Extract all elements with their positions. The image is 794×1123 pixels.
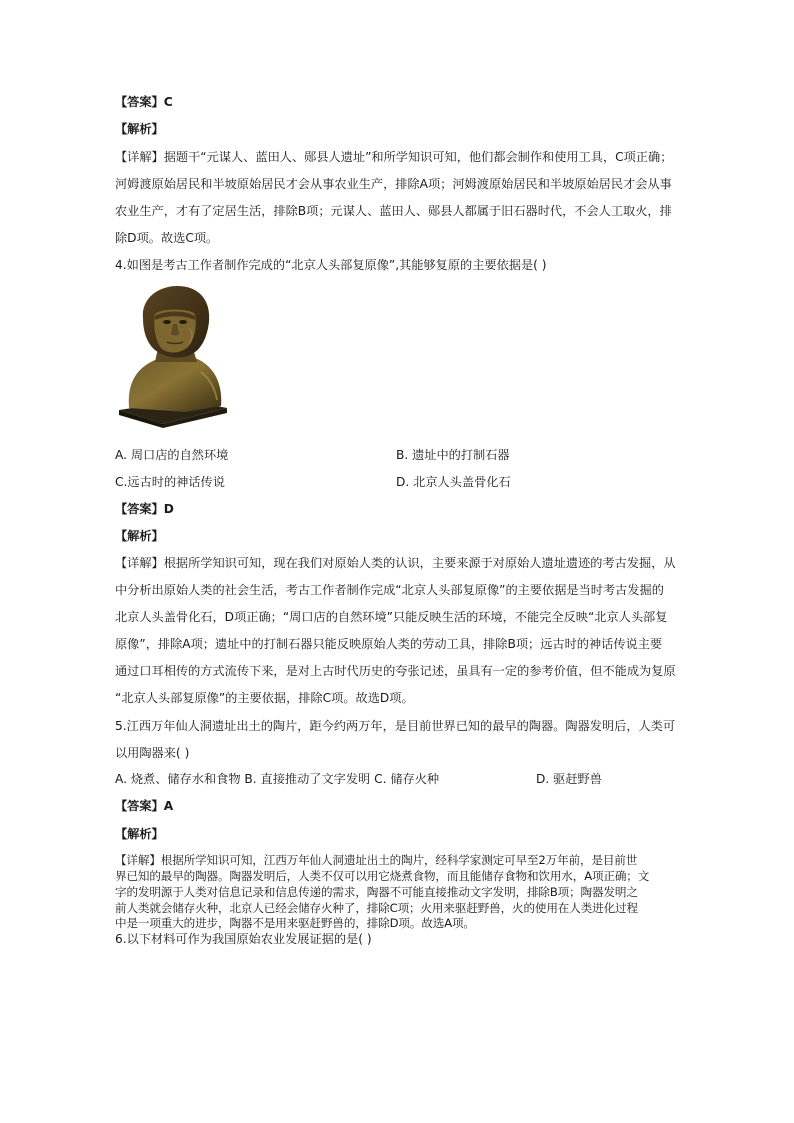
q5-option-d: D. 驱赶野兽 — [536, 772, 602, 786]
q4-option-b: B. 遗址中的打制石器 — [396, 448, 510, 462]
peking-man-bust-image — [115, 282, 233, 428]
q5-detail-line: 【详解】根据所学知识可知，江西万年仙人洞遗址出土的陶片，经科学家测定可早至2万年前，是目前世 — [115, 853, 638, 867]
q5-detail-line: 界已知的最早的陶器。陶器发明后，人类不仅可以用它烧煮食物，而且能储存食物和饮用水，A项正确；文 — [115, 869, 650, 883]
q4-analysis-heading: 【解析】 — [115, 529, 164, 543]
q4-detail-line: 北京人头盖骨化石，D项正确；“周口店的自然环境”只能反映生活的环境，不能完全反映“北京人头部复 — [115, 610, 668, 624]
q4-detail-line: “北京人头部复原像”的主要依据，排除C项。故选D项。 — [115, 691, 414, 705]
q4-detail-line: 通过口耳相传的方式流传下来，是对上古时代历史的夸张记述，虽具有一定的参考价值，但不能成为复原 — [115, 664, 676, 678]
q4-answer: 【答案】D — [115, 502, 174, 516]
q5-stem-line: 5.江西万年仙人洞遗址出土的陶片，距今约两万年，是目前世界已知的最早的陶器。陶器发明后，人类可 — [115, 719, 676, 733]
q4-option-c: C.远古时的神话传说 — [115, 475, 225, 489]
q4-detail-line: 【详解】根据所学知识可知，现在我们对原始人类的认识，主要来源于对原始人遗址遗迹的考古发掘，从 — [115, 556, 676, 570]
q3-analysis-heading: 【解析】 — [115, 122, 164, 136]
q3-answer: 【答案】C — [115, 95, 173, 109]
q5-detail-line: 前人类就会储存火种，北京人已经会储存火种了，排除C项；火用来驱赶野兽，火的使用在人类进化过程 — [115, 901, 638, 915]
q3-detail-line: 【详解】据题干“元谋人、蓝田人、郧县人遗址”和所学知识可知，他们都会制作和使用工具，C项正确； — [115, 150, 673, 164]
q4-option-d: D. 北京人头盖骨化石 — [396, 475, 511, 489]
q5-options-abc: A. 烧煮、储存水和食物 B. 直接推动了文字发明 C. 储存火种 — [115, 772, 440, 786]
q3-detail-line: 农业生产，才有了定居生活，排除B项；元谋人、蓝田人、郧县人都属于旧石器时代，不会人工取火，排 — [115, 204, 672, 218]
q5-analysis-heading: 【解析】 — [115, 827, 164, 841]
q3-detail-line: 除D项。故选C项。 — [115, 231, 219, 245]
q3-detail-line: 河姆渡原始居民和半坡原始居民才会从事农业生产，排除A项；河姆渡原始居民和半坡原始居民才会从事 — [115, 177, 672, 191]
q4-option-a: A. 周口店的自然环境 — [115, 448, 229, 462]
q4-stem: 4.如图是考古工作者制作完成的“北京人头部复原像”,其能够复原的主要依据是( ) — [115, 258, 547, 272]
q4-detail-line: 中分析出原始人类的社会生活，考古工作者制作完成“北京人头部复原像”的主要依据是当时考古发掘的 — [115, 583, 664, 597]
q5-detail-line: 中是一项重大的进步，陶器不是用来驱赶野兽的，排除D项。故选A项。 — [115, 916, 475, 930]
q5-stem-line: 以用陶器来( ) — [115, 746, 190, 760]
q5-detail-line: 字的发明源于人类对信息记录和信息传递的需求，陶器不可能直接推动文字发明，排除B项；陶器发明之 — [115, 885, 638, 899]
q6-stem: 6.以下材料可作为我国原始农业发展证据的是( ) — [115, 932, 372, 946]
q5-answer: 【答案】A — [115, 799, 174, 813]
q4-detail-line: 原像”，排除A项；遗址中的打制石器只能反映原始人类的劳动工具，排除B项；远古时的神话传说主要 — [115, 637, 663, 651]
